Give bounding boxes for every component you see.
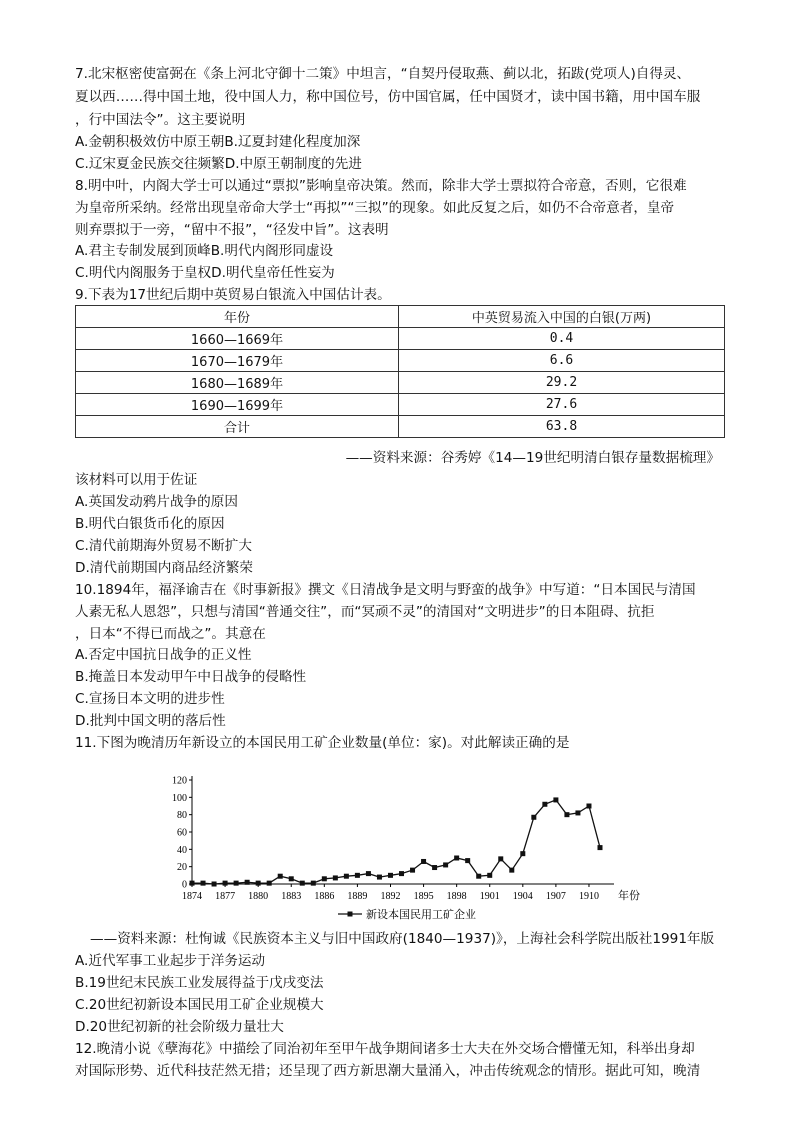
y-tick-label: 20 bbox=[177, 862, 187, 874]
q7-line-1: 7.北宋枢密使富弼在《条上河北守御十二策》中坦言，“自契丹侵取燕、蓟以北，拓跋(党项人)自得灵、 bbox=[75, 66, 691, 82]
data-point bbox=[278, 874, 283, 879]
data-point bbox=[190, 881, 195, 886]
data-point bbox=[377, 875, 382, 880]
q10-line-1: 10.1894年，福泽谕吉在《时事新报》撰文《日清战争是文明与野蛮的战争》中写道：“日本国民与清国 bbox=[75, 582, 696, 598]
y-tick-label: 40 bbox=[177, 844, 187, 856]
table-cell-year: 合计 bbox=[76, 416, 399, 438]
q10-option-b: B.掩盖日本发动甲午中日战争的侵略性 bbox=[75, 669, 307, 685]
data-point bbox=[300, 881, 305, 886]
data-point bbox=[201, 881, 206, 886]
q9-source: ——资料来源：谷秀婷《14—19世纪明清白银存量数据梳理》 bbox=[345, 450, 720, 466]
q9-prompt: 该材料可以用于佐证 bbox=[75, 472, 198, 488]
q11-option-d: D.20世纪初新的社会阶级力量壮大 bbox=[75, 1019, 284, 1035]
q8-line-2: 为皇帝所采纳。经常出现皇帝命大学士“再拟”“三拟”的现象。如此反复之后，如仍不合帝意者，皇帝 bbox=[75, 200, 675, 216]
data-point bbox=[223, 881, 228, 886]
data-point bbox=[399, 871, 404, 876]
q10-line-2: 人素无私人恩怨”，只想与清国“普通交往”，而“冥顽不灵”的清国对“文明进步”的日本阻碍、抗拒 bbox=[75, 604, 655, 620]
data-point bbox=[509, 868, 514, 873]
data-point bbox=[443, 862, 448, 867]
table-cell-year: 1680—1689年 bbox=[76, 372, 399, 394]
data-point bbox=[432, 865, 437, 870]
q10-option-c: C.宣扬日本文明的进步性 bbox=[75, 691, 225, 707]
data-point bbox=[487, 873, 492, 878]
x-tick-label: 1883 bbox=[281, 891, 302, 902]
data-point bbox=[344, 874, 349, 879]
q11-option-a: A.近代军事工业起步于洋务运动 bbox=[75, 953, 266, 969]
x-tick-label: 1874 bbox=[182, 891, 202, 902]
table-cell-year: 1660—1669年 bbox=[76, 328, 399, 350]
q7-line-3: ，行中国法令”。这主要说明 bbox=[75, 112, 246, 128]
table-cell-value: 29.2 bbox=[399, 372, 725, 394]
x-tick-label: 1898 bbox=[446, 891, 467, 902]
q11-option-c: C.20世纪初新设本国民用工矿企业规模大 bbox=[75, 997, 324, 1013]
q9-stem: 9.下表为17世纪后期中英贸易白银流入中国估计表。 bbox=[75, 287, 391, 303]
x-tick-label: 1907 bbox=[545, 891, 566, 902]
x-axis-label: 年份 bbox=[618, 889, 640, 902]
q9-option-c: C.清代前期海外贸易不断扩大 bbox=[75, 538, 252, 554]
q8-line-1: 8.明中叶，内阁大学士可以通过“票拟”影响皇帝决策。然而，除非大学士票拟符合帝意，否则，它很难 bbox=[75, 178, 687, 194]
data-point bbox=[333, 875, 338, 880]
x-tick-label: 1889 bbox=[347, 891, 368, 902]
table-row bbox=[76, 350, 725, 372]
data-point bbox=[388, 873, 393, 878]
data-point bbox=[476, 874, 481, 879]
data-point bbox=[575, 810, 580, 815]
data-point bbox=[454, 856, 459, 861]
x-tick-label: 1886 bbox=[314, 891, 335, 902]
table-row bbox=[76, 394, 725, 416]
q10-option-d: D.批判中国文明的落后性 bbox=[75, 713, 226, 729]
series-line bbox=[192, 800, 600, 884]
data-point bbox=[542, 802, 547, 807]
q9-option-b: B.明代白银货币化的原因 bbox=[75, 516, 225, 532]
x-tick-label: 1895 bbox=[413, 891, 434, 902]
q7-line-2: 夏以西……得中国土地，役中国人力，称中国位号，仿中国官属，任中国贤才，读中国书籍，用中国车服 bbox=[75, 89, 701, 105]
data-point bbox=[256, 881, 261, 886]
data-point bbox=[289, 876, 294, 881]
q8-option-cd: C.明代内阁服务于皇权D.明代皇帝任性妄为 bbox=[75, 265, 335, 281]
data-point bbox=[586, 804, 591, 809]
data-point bbox=[564, 812, 569, 817]
q10-option-a: A.否定中国抗日战争的正义性 bbox=[75, 647, 252, 663]
data-point bbox=[311, 881, 316, 886]
q9-option-d: D.清代前期国内商品经济繁荣 bbox=[75, 560, 253, 576]
silver-table bbox=[75, 305, 725, 438]
q7-option-cd: C.辽宋夏金民族交往频繁D.中原王朝制度的先进 bbox=[75, 156, 362, 172]
data-point bbox=[322, 876, 327, 881]
data-point bbox=[245, 880, 250, 885]
q9-option-a: A.英国发动鸦片战争的原因 bbox=[75, 494, 238, 510]
table-cell-value: 63.8 bbox=[399, 416, 725, 438]
table-cell-value: 0.4 bbox=[399, 328, 725, 350]
data-point bbox=[267, 881, 272, 886]
data-point bbox=[421, 859, 426, 864]
data-point bbox=[366, 871, 371, 876]
data-point bbox=[234, 881, 239, 886]
table-cell-value: 6.6 bbox=[399, 350, 725, 372]
data-point bbox=[465, 858, 470, 863]
table-row bbox=[76, 416, 725, 438]
table-row bbox=[76, 372, 725, 394]
x-tick-label: 1904 bbox=[512, 891, 533, 902]
table-header: 中英贸易流入中国的白银(万两) bbox=[399, 306, 725, 328]
x-tick-label: 1910 bbox=[578, 891, 599, 902]
x-tick-label: 1877 bbox=[215, 891, 236, 902]
q11-source: ——资料来源：杜恂诚《民族资本主义与旧中国政府(1840—1937)》，上海社会科学院出版社1991年版 bbox=[90, 931, 715, 947]
table-header-row bbox=[76, 306, 725, 328]
data-point bbox=[531, 815, 536, 820]
legend-marker bbox=[348, 912, 353, 917]
y-tick-label: 120 bbox=[172, 775, 187, 787]
q8-line-3: 则弃票拟于一旁，“留中不报”，“径发中旨”。这表明 bbox=[75, 222, 389, 238]
legend-label: 新设本国民用工矿企业 bbox=[366, 908, 476, 921]
table-cell-year: 1670—1679年 bbox=[76, 350, 399, 372]
q8-option-ab: A.君主专制发展到顶峰B.明代内阁形同虚设 bbox=[75, 243, 334, 259]
data-point bbox=[598, 845, 603, 850]
q11-option-b: B.19世纪末民族工业发展得益于戊戌变法 bbox=[75, 975, 324, 991]
y-tick-label: 100 bbox=[172, 792, 187, 804]
q12-line-1: 12.晚清小说《孽海花》中描绘了同治初年至甲午战争期间诸多士大夫在外交场合懵懂无知，科举出身却 bbox=[75, 1041, 695, 1057]
q12-line-2: 对国际形势、近代科技茫然无措；还呈现了西方新思潮大量涌入，冲击传统观念的情形。据此可知，晚清 bbox=[75, 1063, 701, 1079]
q11-stem: 11.下图为晚清历年新设立的本国民用工矿企业数量(单位：家)。对此解读正确的是 bbox=[75, 735, 570, 751]
table-cell-year: 1690—1699年 bbox=[76, 394, 399, 416]
data-point bbox=[212, 882, 217, 887]
data-point bbox=[410, 868, 415, 873]
y-tick-label: 0 bbox=[182, 879, 187, 891]
table-header: 年份 bbox=[76, 306, 399, 328]
q10-line-3: ，日本“不得已而战之”。其意在 bbox=[75, 626, 266, 642]
x-tick-label: 1892 bbox=[380, 891, 401, 902]
enterprise-line-chart bbox=[160, 768, 640, 928]
data-point bbox=[520, 851, 525, 856]
y-tick-label: 60 bbox=[177, 827, 187, 839]
table-row bbox=[76, 328, 725, 350]
x-tick-label: 1880 bbox=[248, 891, 269, 902]
data-point bbox=[355, 873, 360, 878]
q7-option-ab: A.金朝积极效仿中原王朝B.辽夏封建化程度加深 bbox=[75, 134, 361, 150]
data-point bbox=[498, 856, 503, 861]
y-tick-label: 80 bbox=[177, 810, 187, 822]
table-cell-value: 27.6 bbox=[399, 394, 725, 416]
x-tick-label: 1901 bbox=[479, 891, 500, 902]
data-point bbox=[553, 797, 558, 802]
